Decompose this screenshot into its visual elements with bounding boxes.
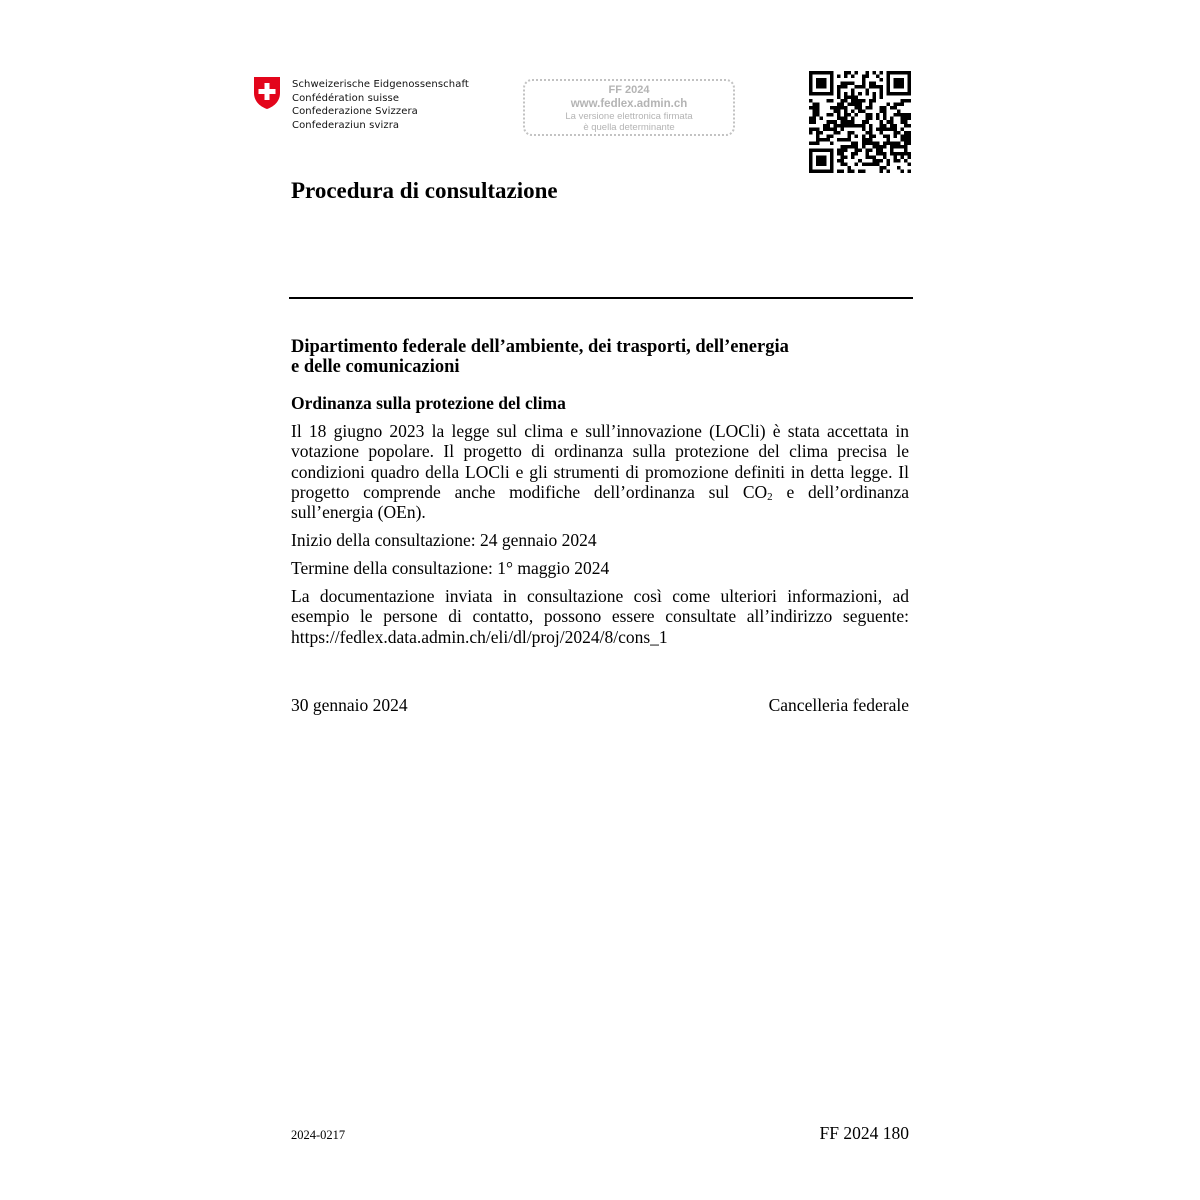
co2-text: CO	[742, 481, 768, 502]
intro-text-b: e dell’ordinanza sull’energia (OEn).	[291, 481, 910, 523]
title-divider	[289, 297, 913, 299]
confederation-name-rm: Confederaziun svizra	[292, 119, 400, 131]
document-number: 2024-0217	[291, 1128, 346, 1142]
department-line-1: Dipartimento federale dell’ambiente, dei trasporti, dell’energia	[291, 337, 789, 357]
stamp-line-3: La versione elettronica firmata	[565, 111, 693, 122]
confederation-name-fr: Confédération suisse	[292, 92, 400, 104]
swiss-coat-of-arms-icon	[252, 76, 282, 110]
stamp-line-1: FF 2024	[608, 84, 650, 96]
documentation-paragraph: La documentazione inviata in consultazione così come ulteriori informazioni, ad esempio le persone di contatto, possono essere consultate all’indirizzo seguente: https://fedlex.data.admin.ch/eli/dl/proj/2024/8/cons_1	[291, 586, 909, 647]
confederation-name-it: Confederazione Svizzera	[292, 106, 418, 117]
department-line-2: e delle comunicazioni	[291, 357, 460, 377]
confederation-names	[292, 78, 469, 132]
intro-text-a: Il 18 giugno 2023 la legge sul clima e sull’innovazione (LOCli) è stata accettata in votazione popolare. Il progetto di ordinanza sulla protezione del clima precisa le condizioni quadro della LOCli e gli strumenti di promozione definiti in detta legge. Il progetto comprende anche modifiche dell’ordinanza sul	[291, 421, 909, 502]
co2-subscript: 2	[767, 490, 773, 503]
stamp-line-4: è quella determinante	[583, 122, 675, 133]
issuing-authority: Cancelleria federale	[768, 695, 909, 715]
page-title: Procedura di consultazione	[291, 178, 558, 203]
consultation-start: Inizio della consultazione: 24 gennaio 2024	[291, 530, 597, 550]
intro-paragraph	[291, 421, 909, 522]
consultation-end: Termine della consultazione: 1° maggio 2024	[291, 558, 610, 578]
page-reference: FF 2024 180	[819, 1123, 909, 1143]
department-heading	[291, 337, 911, 377]
subject-heading: Ordinanza sulla protezione del clima	[291, 393, 566, 413]
stamp-line-2: www.fedlex.admin.ch	[570, 98, 688, 110]
qr-code-icon	[809, 71, 911, 173]
fedlex-stamp	[523, 79, 735, 136]
publication-date: 30 gennaio 2024	[291, 695, 408, 715]
confederation-name-de: Schweizerische Eidgenossenschaft	[292, 79, 469, 90]
